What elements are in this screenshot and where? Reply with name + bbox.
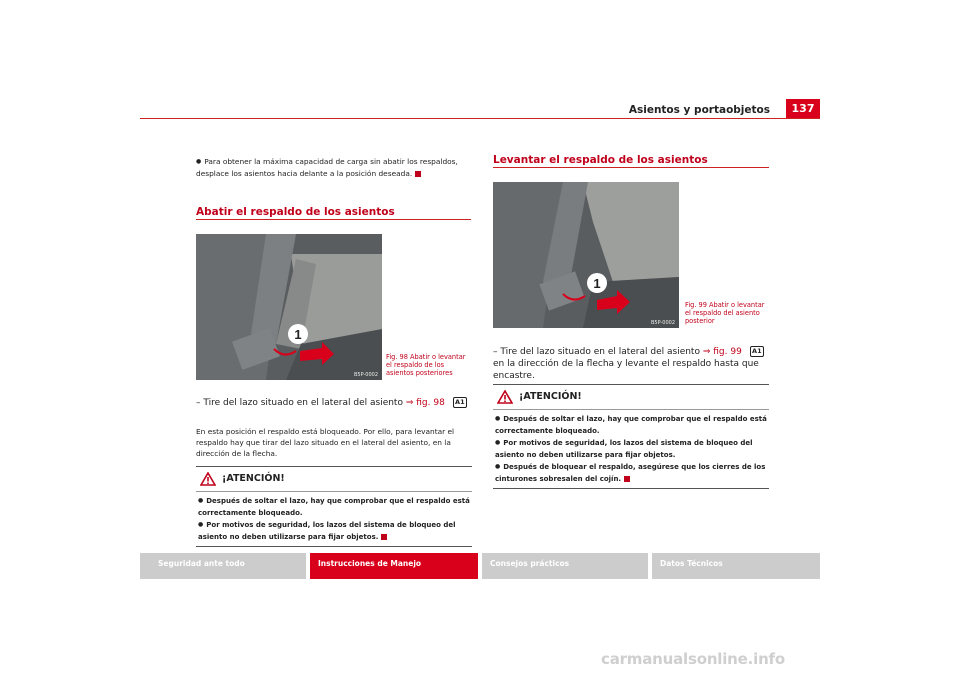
left-paragraph: En esta posición el respaldo está bloqueado. Por ello, para levantar el respaldo hay que tirar del lazo situado en el lateral del asiento, en la dirección de la flecha. [196,427,455,458]
section-heading-levantar: Levantar el respaldo de los asientos [493,154,708,166]
page-header-title: Asientos y portaobjetos [628,104,770,116]
figure-98-caption: Fig. 98 Abatir o levantar el respaldo de los asientos posteriores [386,353,466,377]
figure-98-callout: 1 [294,327,302,342]
warning-item: ● Por motivos de seguridad, los lazos del sistema de bloqueo del asiento no deben utilizarse para fijar objetos. [198,520,472,542]
warning-item: ● Después de bloquear el respaldo, asegúrese que los cierres de los cinturones sobresalen del cojín. [495,462,769,484]
figure-99-code: B5P-0002 [650,320,675,326]
footer-tab-seguridad[interactable]: Seguridad ante todo [140,553,306,579]
warning-triangle-icon [200,472,216,486]
watermark-text: carmanualsonline.info [601,650,785,668]
end-mark-icon [624,476,630,482]
left-instruction: – Tire del lazo situado en el lateral del asiento ⇒ fig. 98 A1 [196,397,476,409]
figure-99-caption: Fig. 99 Abatir o levantar el respaldo del asiento posterior [685,301,765,325]
callout-a1-badge: A1 [453,397,467,408]
section-rule [493,167,769,168]
end-mark-icon [381,534,387,540]
figure-99-callout: 1 [593,276,601,291]
figure-99-photo [493,182,679,328]
fig-99-link[interactable]: ⇒ fig. 99 [702,347,742,357]
figure-98-code: B5P-0002 [353,372,378,378]
footer-tab-consejos[interactable]: Consejos prácticos [482,553,648,579]
right-instruction: – Tire del lazo situado en el lateral del asiento ⇒ fig. 99 A1 en la dirección de la flecha y levante el respaldo hasta que encastre. [493,346,773,382]
fig-98-link[interactable]: ⇒ fig. 98 [405,398,445,408]
callout-a1-badge: A1 [750,346,764,357]
page-number-badge: 137 [786,99,820,119]
warning-item: ● Después de soltar el lazo, hay que comprobar que el respaldo está correctamente bloqueado. [495,414,769,436]
section-heading-abatir: Abatir el respaldo de los asientos [196,206,395,218]
warning-title: ¡ATENCIÓN! [519,391,582,402]
header-rule [140,118,820,119]
figure-98-illustration [196,234,382,380]
right-warning-box [493,384,769,489]
footer-tab-instrucciones[interactable]: Instrucciones de Manejo [310,553,478,579]
intro-paragraph: ● Para obtener la máxima capacidad de carga sin abatir los respaldos, desplace los asientos hacia delante a la posición deseada. [196,156,471,179]
warning-item: ● Después de soltar el lazo, hay que comprobar que el respaldo está correctamente bloqueado. [198,496,472,518]
left-warning-box [196,466,472,547]
warning-triangle-icon [497,390,513,404]
warning-title: ¡ATENCIÓN! [222,473,285,484]
figure-98-photo [196,234,382,380]
figure-99-illustration [493,182,679,328]
end-mark-icon [415,171,421,177]
bullet-icon [196,157,204,166]
footer-tab-datos[interactable]: Datos Técnicos [652,553,820,579]
warning-item: ● Por motivos de seguridad, los lazos del sistema de bloqueo del asiento no deben utilizarse para fijar objetos. [495,438,769,460]
section-rule [196,219,471,220]
